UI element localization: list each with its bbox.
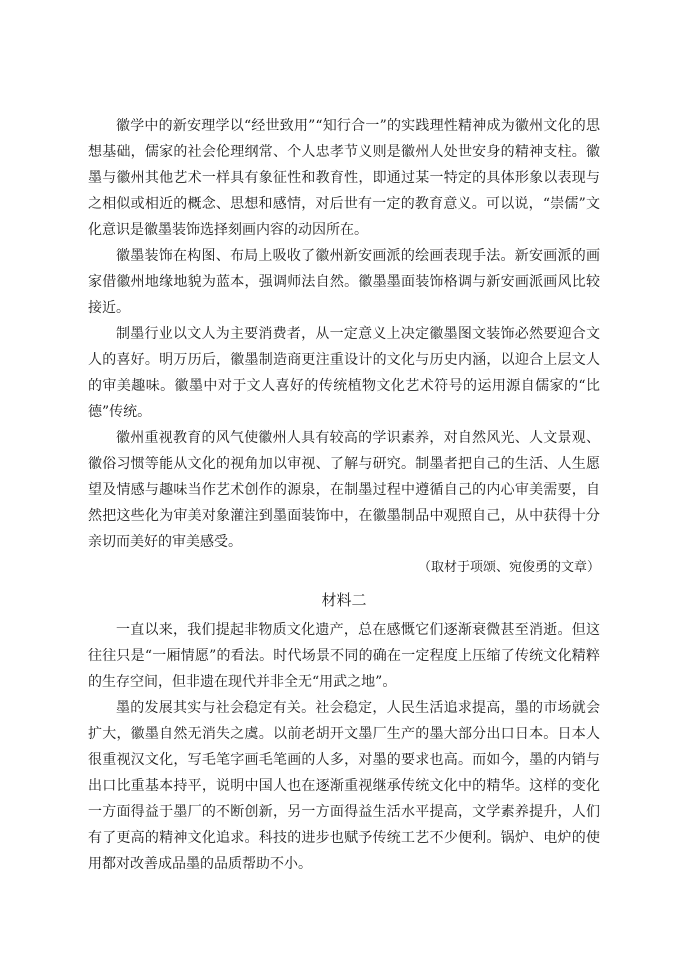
material-two-paragraph-1: 一直以来，我们提起非物质文化遗产，总在感慨它们逐渐衰微甚至消逝。但这往往只是“一厢情愿”的看法。时代场景不同的确在一定程度上压缩了传统文化精粹的生存空间，但非遗在现代并非全无“用武之地”。 [88, 622, 600, 690]
material-two-paragraph-2: 墨的发展其实与社会稳定有关。社会稳定，人民生活追求提高，墨的市场就会扩大，徽墨自然无消失之虞。以前老胡开文墨厂生产的墨大部分出口日本。日本人很重视汉文化，写毛笔字画毛笔画的人多，对墨的要求也高。而如今，墨的内销与出口比重基本持平，说明中国人也在逐渐重视继承传统文化中的精华。这样的变化一方面得益于墨厂的不断创新，另一方面得益生活水平提高，文学素养提升，人们有了更高的精神文化追求。科技的进步也赋予传统工艺不少便利。锅炉、电炉的使用都对改善成品墨的品质帮助不小。 [88, 700, 600, 872]
material-two-section [88, 587, 600, 877]
material-one-paragraph-3: 制墨行业以文人为主要消费者，从一定意义上决定徽墨图文装饰必然要迎合文人的喜好。明万历后，徽墨制造商更注重设计的文化与历史内涵，以迎合上层文人的审美趣味。徽墨中对于文人喜好的传统植物文化艺术符号的运用源自儒家的“比德”传统。 [88, 326, 600, 420]
material-one-source: （取材于项颂、宛俊勇的文章） [417, 560, 600, 575]
material-one-paragraph-1: 徽学中的新安理学以“经世致用”“知行合一”的实践理性精神成为徽州文化的思想基础，儒家的社会伦理纲常、个人忠孝节义则是徽州人处世安身的精神支柱。徽墨与徽州其他艺术一样具有象征性和教育性，即通过某一特定的具体形象以表现与之相似或相近的概念、思想和感情，对后世有一定的教育意义。可以说，“崇儒”文化意识是徽墨装饰选择刻画内容的动因所在。 [88, 118, 600, 238]
material-one-paragraph-4: 徽州重视教育的风气使徽州人具有较高的学识素养，对自然风光、人文景观、徽俗习惯等能从文化的视角加以审视、了解与研究。制墨者把自己的生活、人生愿望及情感与趣味当作艺术创作的源泉，在制墨过程中遵循自己的内心审美需要，自然把这些化为审美对象灌注到墨面装饰中，在徽墨制品中观照自己，从中获得十分亲切而美好的审美感受。 [88, 430, 600, 550]
material-one-paragraph-2: 徽墨装饰在构图、布局上吸收了徽州新安画派的绘画表现手法。新安画派的画家借徽州地缘地貌为蓝本，强调师法自然。徽墨墨面装饰格调与新安画派画风比较接近。 [88, 248, 600, 316]
material-two-heading: 材料二 [321, 591, 367, 609]
material-one-section [88, 113, 600, 581]
